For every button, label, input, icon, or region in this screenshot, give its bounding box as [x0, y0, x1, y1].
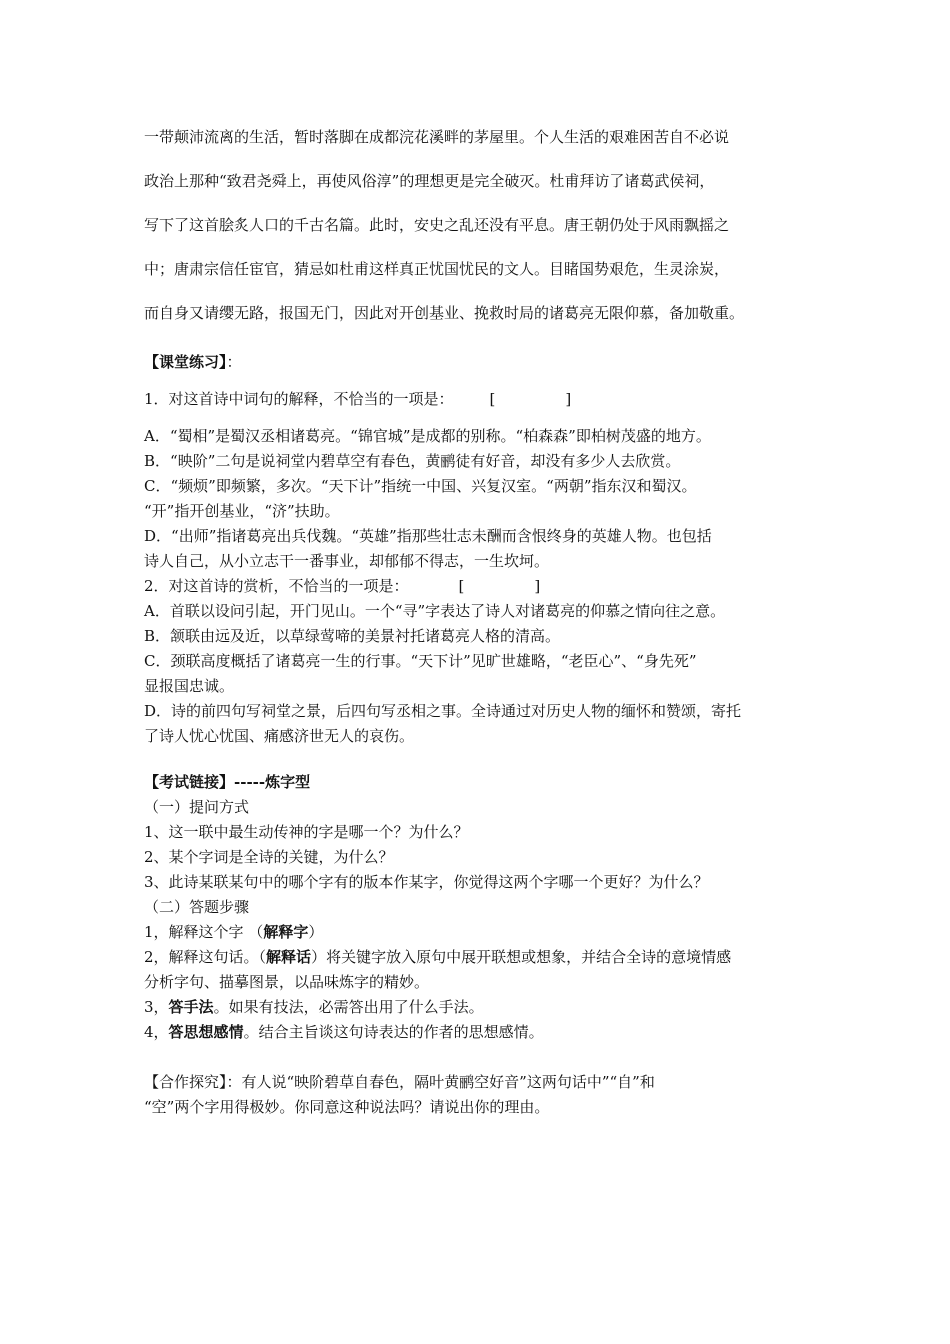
exam-link-section — [144, 770, 844, 1045]
question-1-option: A．“蜀相”是蜀汉丞相诸葛亮。“锦官城”是成都的别称。“柏森森”即柏树茂盛的地方。 — [144, 427, 711, 445]
cooperation-line: “空”两个字用得极妙。你同意这种说法吗？请说出你的理由。 — [144, 1098, 550, 1116]
question-2-stem — [144, 574, 844, 599]
step-3-suffix: 。如果有技法，必需答出用了什么手法。 — [213, 998, 484, 1016]
question-1-stem — [144, 387, 844, 412]
exam-question: 3、此诗某联某句中的哪个字有的版本作某字，你觉得这两个字哪一个更好？为什么？ — [144, 873, 709, 891]
answer-bracket-close: ] — [565, 390, 572, 408]
exam-subheading-2: （二）答题步骤 — [144, 898, 250, 916]
cooperation-section — [144, 1070, 844, 1120]
step-3-keyword: 答手法 — [168, 998, 214, 1016]
intro-paragraph — [144, 120, 844, 340]
question-1-option: “开”指开创基业，“济”扶助。 — [144, 502, 340, 520]
exam-step-4 — [144, 1020, 844, 1045]
question-2-text: 2．对这首诗的赏析，不恰当的一项是： — [144, 577, 409, 595]
question-1-option: B．“映阶”二句是说祠堂内碧草空有春色，黄鹂徒有好音，却没有多少人去欣赏。 — [144, 452, 681, 470]
question-1-option: C．“频烦”即频繁，多次。“天下计”指统一中国、兴复汉室。“两朝”指东汉和蜀汉。 — [144, 477, 697, 495]
question-1-option: D．“出师”指诸葛亮出兵伐魏。“英雄”指那些壮志未酬而含恨终身的英雄人物。也包括 — [144, 527, 712, 545]
question-1-option: 诗人自己，从小立志干一番事业，却郁郁不得志，一生坎坷。 — [144, 552, 550, 570]
exam-question: 1、这一联中最生动传神的字是哪一个？为什么？ — [144, 823, 469, 841]
exam-heading: 【考试链接】-----炼字型 — [144, 773, 311, 791]
exam-step-2-continued: 分析字句、描摹图景，以品味炼字的精妙。 — [144, 973, 430, 991]
step-4-keyword: 答思想感情 — [168, 1023, 244, 1041]
question-1-text: 1．对这首诗中词句的解释，不恰当的一项是： — [144, 390, 454, 408]
step-3-prefix: 3， — [144, 998, 169, 1016]
intro-line: 而自身又请缨无路，报国无门，因此对开创基业、挽救时局的诸葛亮无限仰慕，备加敬重。 — [144, 304, 745, 322]
question-2-option: D．诗的前四句写祠堂之景，后四句写丞相之事。全诗通过对历史人物的缅怀和赞颂，寄托 — [144, 702, 742, 720]
step-1-suffix: ） — [308, 923, 324, 941]
cooperation-line: 【合作探究】：有人说“映阶碧草自春色，隔叶黄鹂空好音”这两句话中”“自”和 — [144, 1073, 655, 1091]
answer-bracket-open: [ — [458, 577, 465, 595]
answer-bracket-open: [ — [489, 390, 496, 408]
exam-step-3 — [144, 995, 844, 1020]
question-2-option: 显报国忠诚。 — [144, 677, 235, 695]
answer-bracket-close: ] — [534, 577, 541, 595]
exam-step-1 — [144, 920, 844, 945]
intro-line: 中；唐肃宗信任宦官，猜忌如杜甫这样真正忧国忧民的文人。目睹国势艰危，生灵涂炭， — [144, 260, 730, 278]
question-2-option: A．首联以设问引起，开门见山。一个“寻”字表达了诗人对诸葛亮的仰慕之情向往之意。 — [144, 602, 726, 620]
intro-line: 政治上那种“致君尧舜上，再使风俗淳”的理想更是完全破灭。杜甫拜访了诸葛武侯祠， — [144, 172, 715, 190]
question-2-option: C．颈联高度概括了诸葛亮一生的行事。“天下计”见旷世雄略，“老臣心”、“身先死” — [144, 652, 697, 670]
practice-section — [144, 350, 844, 749]
practice-heading-suffix: ： — [226, 353, 242, 371]
step-1-keyword: 解释字 — [263, 923, 309, 941]
step-2-prefix: 2，解释这句话。（ — [144, 948, 267, 966]
step-1-prefix: 1，解释这个字 （ — [144, 923, 264, 941]
question-2-option: 了诗人忧心忧国、痛感济世无人的哀伤。 — [144, 727, 415, 745]
step-2-suffix: ）将关键字放入原句中展开联想或想象，并结合全诗的意境情感 — [311, 948, 732, 966]
practice-heading-line — [144, 350, 844, 375]
exam-subheading-1: （一）提问方式 — [144, 798, 250, 816]
intro-line: 写下了这首脍炙人口的千古名篇。此时，安史之乱还没有平息。唐王朝仍处于风雨飘摇之 — [144, 216, 730, 234]
step-4-prefix: 4， — [144, 1023, 169, 1041]
question-2-option: B．颔联由远及近，以草绿莺啼的美景衬托诸葛亮人格的清高。 — [144, 627, 561, 645]
intro-line: 一带颠沛流离的生活，暂时落脚在成都浣花溪畔的茅屋里。个人生活的艰难困苦自不必说 — [144, 128, 730, 146]
practice-heading: 【课堂练习】 — [144, 353, 227, 371]
step-2-keyword: 解释话 — [266, 948, 312, 966]
step-4-suffix: 。结合主旨谈这句诗表达的作者的思想感情。 — [243, 1023, 544, 1041]
exam-question: 2、某个字词是全诗的关键，为什么？ — [144, 848, 394, 866]
exam-step-2 — [144, 945, 844, 970]
